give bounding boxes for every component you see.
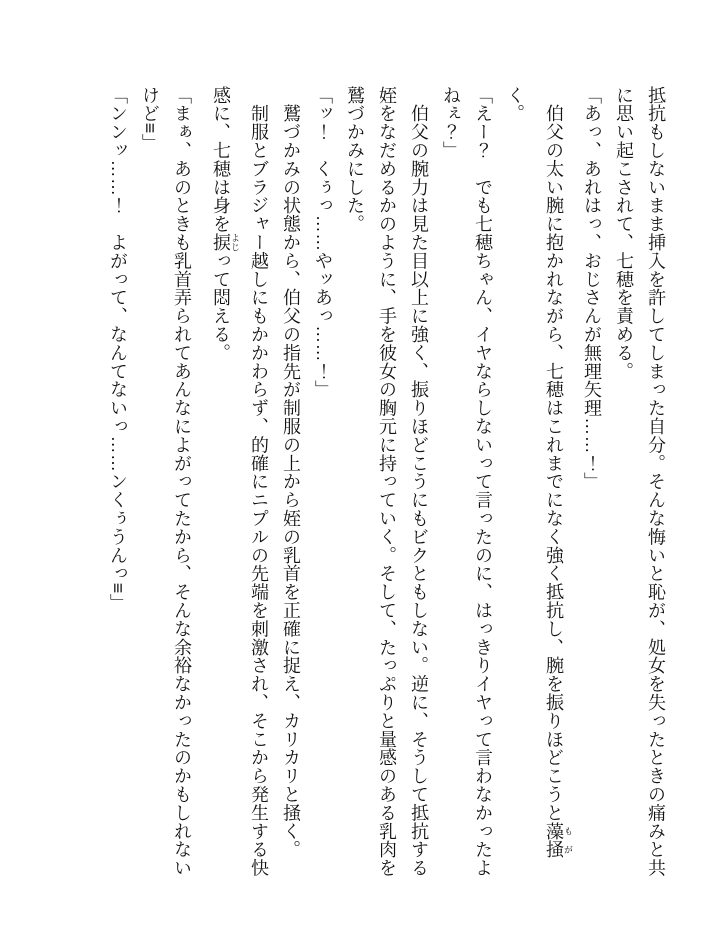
text-line: 抵抗もしないまま挿入を許してしまった自分。そんな悔いと恥が、処女を失ったときの痛みと共	[646, 86, 666, 878]
text-line: 「まぁ、あのときも乳首弄られてあんなによがってたから、そんな余裕なかったのかもしれない	[172, 86, 192, 878]
text-line: 「えー？ でも七穂ちゃん、イヤならしないって言ったのに、はっきりイヤって言わなかったよ	[473, 86, 493, 878]
ruby-annotated-word: 藻掻 もが	[544, 822, 573, 859]
text-line: 鷲づかみにした。	[345, 86, 365, 234]
text-line: 「ンンッ……！ よがって、なんてないっ……ンくぅうんっ≡」	[108, 86, 128, 613]
ebook-page-text	[102, 86, 672, 886]
text-line: 「あっ、あれはっ、おじさんが無理矢理……！」	[582, 86, 602, 491]
text-line: 姪をなだめるかのように、手を彼女の胸元に持っていく。そして、たっぷりと量感のある乳肉を	[377, 86, 397, 878]
text-line: 制服とブラジャー越しにもかかわらず、的確にニプルの先端を刺激され、そこから発生する快	[249, 86, 269, 878]
text-line: 伯父の太い腕に抱かれながら、七穂はこれまでになく強く抵抗し、腕を振りほどこうと藻掻 もが	[544, 86, 573, 859]
text-line: 伯父の腕力は見た目以上に強く、振りほどこうにもビクともしない。逆に、そうして抵抗する	[409, 86, 429, 878]
furigana: よじ	[230, 233, 240, 252]
ruby-annotated-word: 捩 よじ	[211, 233, 240, 252]
text-line: けど≡」	[140, 86, 160, 153]
furigana: もが	[563, 822, 573, 859]
text-line: く。	[505, 86, 525, 123]
text-line: 「ッ！ くぅっ……やッあっ……！」	[313, 86, 333, 399]
text-line: 鷲づかみの状態から、伯父の指先が制服の上から姪の乳首を正確に捉え、カリカリと掻く。	[281, 86, 301, 859]
text-line: に思い起こされて、七穂を責める。	[614, 86, 634, 381]
text-line: ねぇ？」	[441, 86, 461, 160]
text-line: 感に、七穂は身を捩 よじって悶える。	[211, 86, 240, 363]
